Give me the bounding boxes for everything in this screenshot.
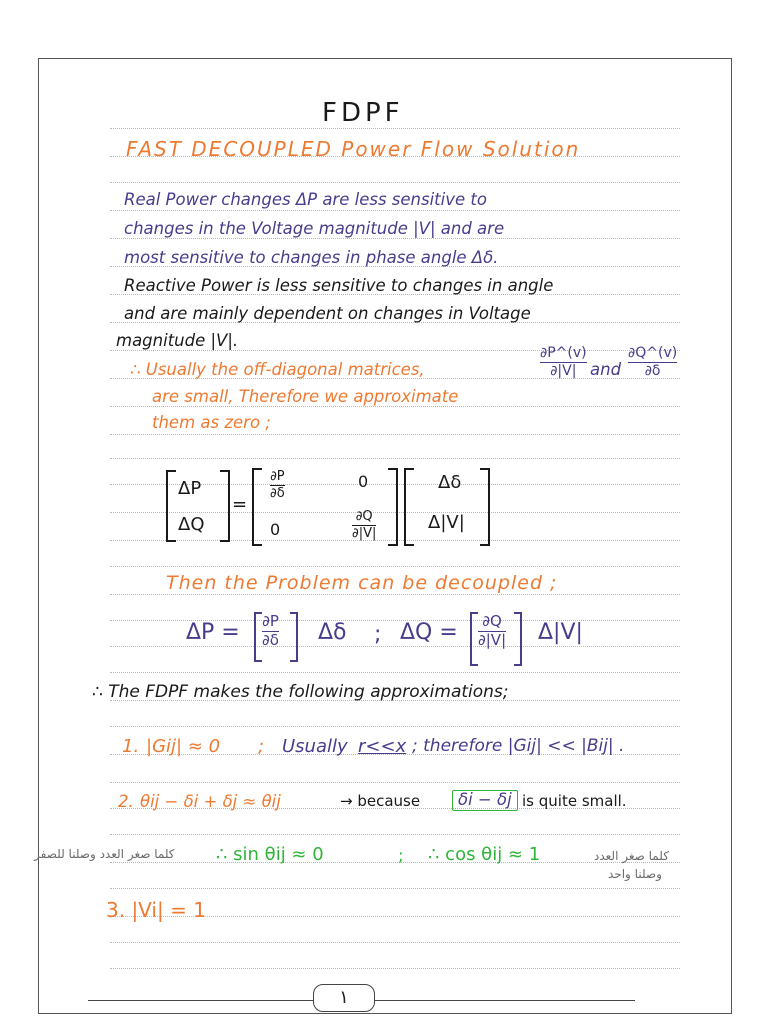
j12-zero: 0	[358, 472, 369, 491]
j11-fraction	[270, 470, 285, 500]
frac-denominator: ∂|V|	[352, 525, 377, 541]
approximations-intro: ∴ The FDPF makes the following approximations;	[92, 682, 509, 702]
frac-denominator: ∂|V|	[550, 362, 577, 379]
item-number: 2.	[118, 792, 134, 811]
frac-numerator: ∂Q	[355, 509, 373, 524]
p-equation-rhs: Δδ	[318, 620, 347, 645]
lhs-delta-q: ΔQ	[178, 514, 205, 535]
j21-zero: 0	[270, 520, 281, 539]
frac-denominator: ∂δ	[644, 362, 661, 379]
frac-denominator: ∂|V|	[478, 630, 507, 649]
item1-r-much-less-x: r<<x	[358, 736, 407, 757]
footer-line-left	[88, 1000, 313, 1001]
note-line	[130, 362, 425, 379]
item1-therefore: ; therefore |Gij| << |Bij| .	[412, 736, 625, 756]
subtitle: FAST DECOUPLED Power Flow Solution	[126, 137, 581, 161]
equals-sign: =	[232, 494, 248, 515]
p-equation-fraction	[262, 614, 279, 649]
arabic-note-right-2: وصلنا واحد	[608, 867, 662, 881]
paragraph-line: and are mainly dependent on changes in Voltage	[124, 304, 531, 323]
item-number: 1.	[122, 736, 140, 757]
approximation-item-3: 3. |Vi| = 1	[106, 898, 206, 922]
decouple-statement: Then the Problem can be decoupled ;	[166, 572, 558, 594]
q-equation-rhs: Δ|V|	[538, 620, 583, 645]
p-equation-lhs: ΔP =	[186, 620, 240, 645]
partial-p-v-fraction	[540, 346, 587, 378]
paragraph-line: changes in the Voltage magnitude |V| and are	[124, 219, 505, 238]
arabic-note-right-1: كلما صغر العدد	[594, 849, 669, 863]
item1-separator: ;	[258, 736, 265, 757]
note-line: them as zero ;	[152, 413, 271, 432]
rhs-delta-delta: Δδ	[438, 472, 462, 493]
paragraph-line: most sensitive to changes in phase angle Δδ.	[124, 248, 499, 267]
item2-expression: θij − δi + δj ≈ θij	[140, 792, 281, 811]
page-title: FDPF	[322, 98, 404, 128]
arabic-note-left: كلما صغر العدد وصلنا للصفر	[34, 847, 175, 861]
j22-fraction	[352, 510, 376, 540]
trig-separator: ;	[398, 846, 404, 865]
item2-because: → because	[340, 792, 421, 810]
q-equation-lhs: ΔQ =	[400, 620, 458, 645]
q-equation-fraction	[478, 614, 506, 649]
cos-approximation: ∴ cos θij ≈ 1	[428, 844, 541, 865]
frac-numerator: ∂P^(v)	[540, 345, 587, 361]
and-word: and	[590, 360, 622, 379]
partial-q-delta-fraction	[628, 346, 677, 378]
frac-numerator: ∂P	[270, 469, 285, 484]
sin-approximation: ∴ sin θij ≈ 0	[216, 844, 324, 865]
therefore-symbol: ∴	[130, 360, 141, 379]
paragraph-line: Reactive Power is less sensitive to changes in angle	[124, 276, 554, 295]
frac-numerator: ∂Q^(v)	[628, 345, 678, 361]
frac-denominator: ∂δ	[270, 485, 285, 501]
frac-numerator: ∂Q	[482, 612, 502, 630]
note-text: Usually the off-diagonal matrices,	[145, 360, 425, 379]
item2-boxed-difference: δi − δj	[452, 790, 518, 811]
paragraph-line: Real Power changes ΔP are less sensitive to	[124, 190, 487, 209]
item1-expression: |Gij| ≈ 0	[146, 736, 221, 757]
note-line: are small, Therefore we approximate	[152, 387, 459, 406]
frac-numerator: ∂P	[262, 612, 279, 630]
item1-usually: Usually	[282, 736, 348, 757]
equation-separator: ;	[374, 622, 382, 647]
page-number: ١	[313, 984, 375, 1012]
item2-quite-small: is quite small.	[522, 792, 627, 810]
paragraph-line: magnitude |V|.	[116, 331, 239, 350]
rhs-delta-v: Δ|V|	[428, 512, 465, 533]
frac-denominator: ∂δ	[262, 630, 279, 649]
lhs-delta-p: ΔP	[178, 478, 202, 499]
footer-line-right	[373, 1000, 635, 1001]
